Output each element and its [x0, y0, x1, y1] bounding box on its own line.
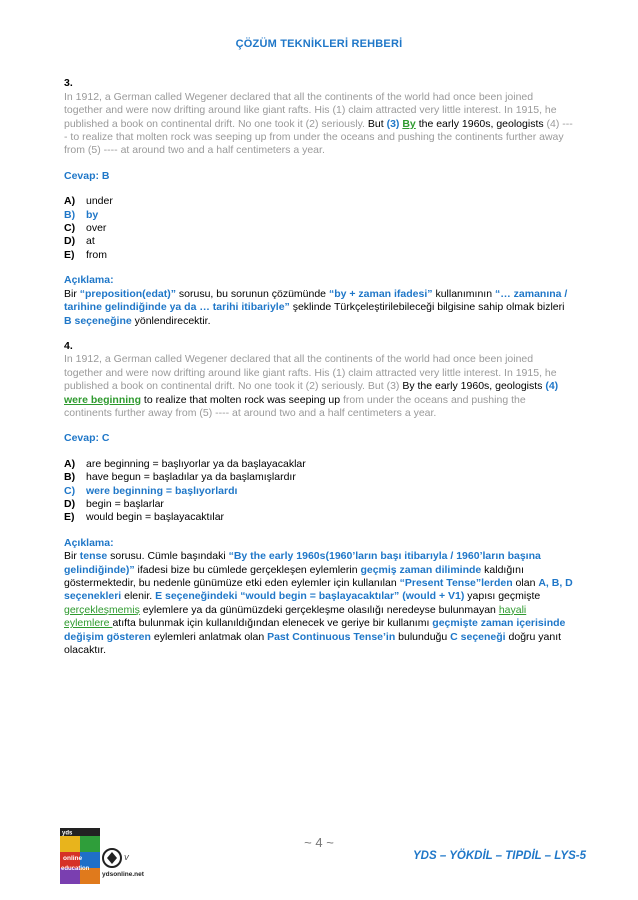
explanation-heading: Açıklama:	[64, 274, 114, 287]
question-3	[64, 77, 574, 328]
passage-text: to realize that molten rock was seeping up	[141, 393, 341, 406]
svg-text:yds: yds	[62, 830, 73, 837]
highlighted-answer: were beginning	[64, 393, 142, 406]
question-passage	[64, 91, 574, 158]
footer-series-label: YDS – YÖKDİL – TIPDİL – LYS-5	[413, 850, 586, 862]
passage-text: But	[364, 117, 387, 130]
option-c: C) over	[64, 222, 107, 235]
passage-text: from under the oceans and pushing the continents further away from (5) ---- at around two and a half centimeters a year.	[64, 393, 526, 419]
options-list	[64, 195, 574, 262]
partner-logo-icon	[100, 846, 152, 880]
page-title: ÇÖZÜM TEKNİKLERİ REHBERİ	[235, 38, 403, 50]
answer-label: Cevap: C	[64, 432, 110, 445]
question-passage	[64, 353, 574, 420]
question-number: 3.	[64, 77, 73, 90]
option-a: A) under	[64, 195, 113, 208]
option-b: B) have begun = başladılar ya da başlamışlardır	[64, 471, 296, 484]
blank-number: (4)	[545, 380, 559, 393]
explanation-text: Bir tense sorusu. Cümle başındaki “By the early 1960s(1960’ların başı itibarıyla / 1960’ların başına gelindiğinde)” ifadesi bize bu cümlede gerçekleşen eylemlerin geçmiş zaman diliminde kaldığını göstermektedir, bu nedenle günümüze etki eden eylemler için kullanılan “Present Tense”lerden olan A, B, D seçenekleri elenir. E seçeneğindeki “would begin = başlayacaktılar” (would + V1) yapısı geçmişte gerçekleşmemiş eylemlere ya da günümüzdeki gerçekleşme olasılığı neredeyse bulunmayan hayali eylemlere atıfta bulunmak için kullanıldığından elenecek ve geriye bir kullanımı geçmişte zaman içerisinde değişim gösteren eylemleri anlatmak olan Past Continuous Tense’in bulunduğu C seçeneği doğru yanıt olacaktır.	[64, 550, 573, 657]
passage-text: the early 1960s, geologists	[415, 117, 544, 130]
answer-label: Cevap: B	[64, 169, 110, 182]
question-4	[64, 340, 574, 658]
svg-text:education: education	[61, 866, 90, 872]
options-list	[64, 458, 574, 525]
passage-text: In 1912, a German called Wegener declared that all the continents of the world had once been joined together and were now drifting around like giant rafts. His (1) claim attracted very little interest. In 1915, he published a book on continental drift. No one took it (2) seriously. But (3)	[64, 353, 557, 393]
option-b: B) by	[64, 208, 99, 221]
option-e: E) would begin = başlayacaktılar	[64, 511, 225, 524]
passage-text: (4) ---- to realize that molten rock was seeping up from under the oceans and pushing the continents further away from (5) ---- at around two and a half centimeters a year.	[64, 117, 573, 157]
passage-text: By the early 1960s, geologists	[399, 380, 546, 393]
option-d: D) at	[64, 235, 95, 248]
explanation-heading: Açıklama:	[64, 536, 114, 549]
svg-text:ydsonline.net: ydsonline.net	[102, 871, 144, 878]
highlighted-answer: By	[402, 117, 416, 130]
option-d: D) begin = başlarlar	[64, 497, 164, 510]
option-a: A) are beginning = başlıyorlar ya da başlayacaklar	[64, 457, 306, 470]
option-e: E) from	[64, 248, 107, 261]
passage-text: In 1912, a German called Wegener declared that all the continents of the world had once been joined together and were now drifting around like giant rafts. His (1) claim attracted very little interest. In 1915, he published a book on continental drift. No one took it (2) seriously.	[64, 90, 557, 130]
option-c: C) were beginning = başlıyorlardı	[64, 484, 238, 497]
svg-text:online: online	[63, 855, 83, 862]
explanation-text: Bir “preposition(edat)” sorusu, bu sorunun çözümünde “by + zaman ifadesi” kullanımının “… zamanına / tarihine gelindiğinde ya da … tarihi itibariyle” şeklinde Türkçeleştirilebileceği bilgisine sahip olmak bizleri B seçeneğine yönlendirecektir.	[64, 287, 568, 327]
page-number: ~ 4 ~	[304, 835, 334, 850]
question-number: 4.	[64, 339, 73, 352]
page-content	[64, 38, 574, 657]
svg-text:V: V	[124, 855, 129, 862]
blank-number: (3)	[386, 117, 403, 130]
